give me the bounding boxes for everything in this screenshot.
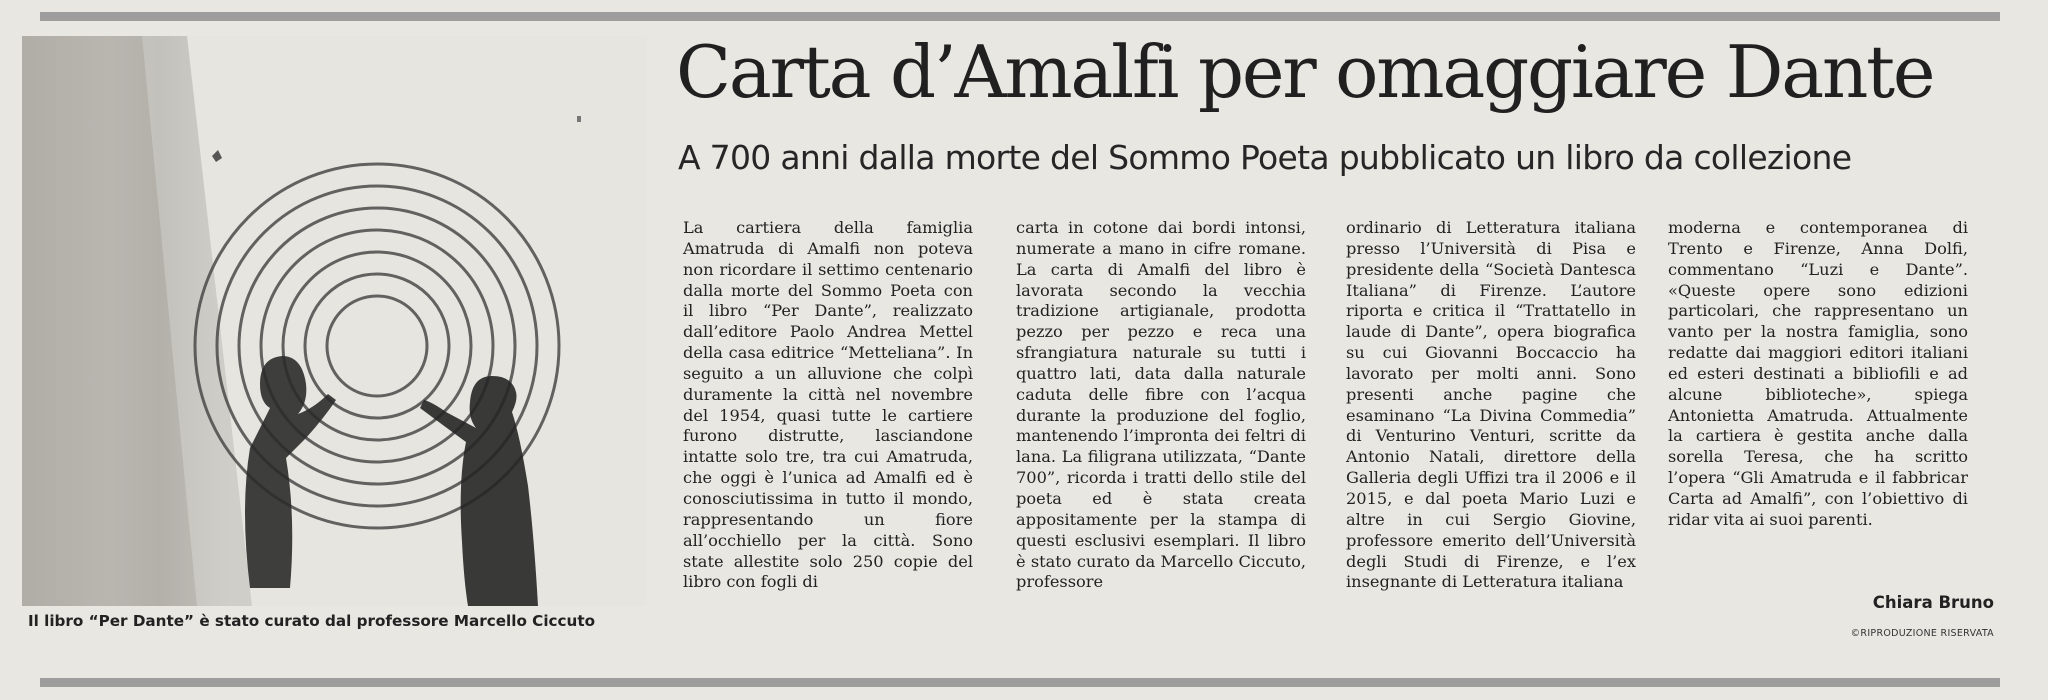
- top-rule: [40, 12, 2000, 21]
- column-4-text: moderna e contemporanea di Trento e Firenze, Anna Dolfi, commentano “Luzi e Dante”. «Queste opere sono edizioni particolari, che rappresentano un vanto per la nostra famiglia, sono redatte dai maggiori editori italiani ed esteri destinati a bibliofili e ad alcune biblioteche», spiega Antonietta Amatruda. Attualmente la cartiera è gestita anche dalla sorella Teresa, che ha scritto l’opera “Gli Amatruda e il fabbricar Carta ad Amalfi”, con l’obiettivo di ridar vita ai suoi parenti.: [1668, 218, 1968, 529]
- article-column-2: [1016, 218, 1306, 593]
- book-photo: [22, 36, 647, 606]
- author-byline: Chiara Bruno: [1872, 593, 1994, 612]
- photo-caption: Il libro “Per Dante” è stato curato dal professore Marcello Ciccuto: [28, 612, 596, 630]
- dante-illustration: [22, 36, 647, 606]
- column-3-text: ordinario di Letteratura italiana presso l’Università di Pisa e presidente della “Società Dantesca Italiana” di Firenze. L’autore riporta e critica il “Trattatello in laude di Dante”, opera biografica su cui Giovanni Boccaccio ha lavorato per molti anni. Sono presenti anche pagine che esaminano “La Divina Commedia” di Venturino Venturi, scritte da Antonio Natali, direttore della Galleria degli Uffizi tra il 2006 e il 2015, e dal poeta Mario Luzi e altre in cui Sergio Giovine, professore emerito dell’Università degli Studi di Firenze, e l’ex insegnante di Letteratura italiana: [1346, 218, 1636, 592]
- copyright-notice: ©RIPRODUZIONE RISERVATA: [1850, 628, 1994, 639]
- column-1-text: La cartiera della famiglia Amatruda di Amalfi non poteva non ricordare il settimo centenario dalla morte del Sommo Poeta con il libro “Per Dante”, realizzato dall’editore Paolo Andrea Mettel della casa editrice “Metteliana”. In seguito a un alluvione che colpì duramente la città nel novembre del 1954, quasi tutte le cartiere furono distrutte, lasciandone intatte solo tre, tra cui Amatruda, che oggi è l’unica ad Amalfi ed è conosciutissima in tutto il mondo, rappresentando un fiore all’occhiello per la città. Sono state allestite solo 250 copie del libro con fogli di: [683, 218, 973, 592]
- column-2-text: carta in cotone dai bordi intonsi, numerate a mano in cifre romane. La carta di Amalfi del libro è lavorata secondo la vecchia tradizione artigianale, prodotta pezzo per pezzo e reca una sfrangiatura naturale su tutti i quattro lati, data dalla naturale caduta delle fibre con l’acqua durante la produzione del foglio, mantenendo l’impronta dei feltri di lana. La filigrana utilizzata, “Dante 700”, ricorda i tratti dello stile del poeta ed è stata creata appositamente per la stampa di questi esclusivi esemplari. Il libro è stato curato da Marcello Ciccuto, professore: [1016, 218, 1306, 592]
- article-column-4: [1668, 218, 1968, 531]
- subheadline: A 700 anni dalla morte del Sommo Poeta pubblicato un libro da collezione: [678, 138, 1852, 177]
- headline: Carta d’Amalfi per omaggiare Dante: [676, 30, 1934, 114]
- article-column-3: [1346, 218, 1636, 593]
- article-column-1: [683, 218, 973, 593]
- bottom-rule: [40, 678, 2000, 687]
